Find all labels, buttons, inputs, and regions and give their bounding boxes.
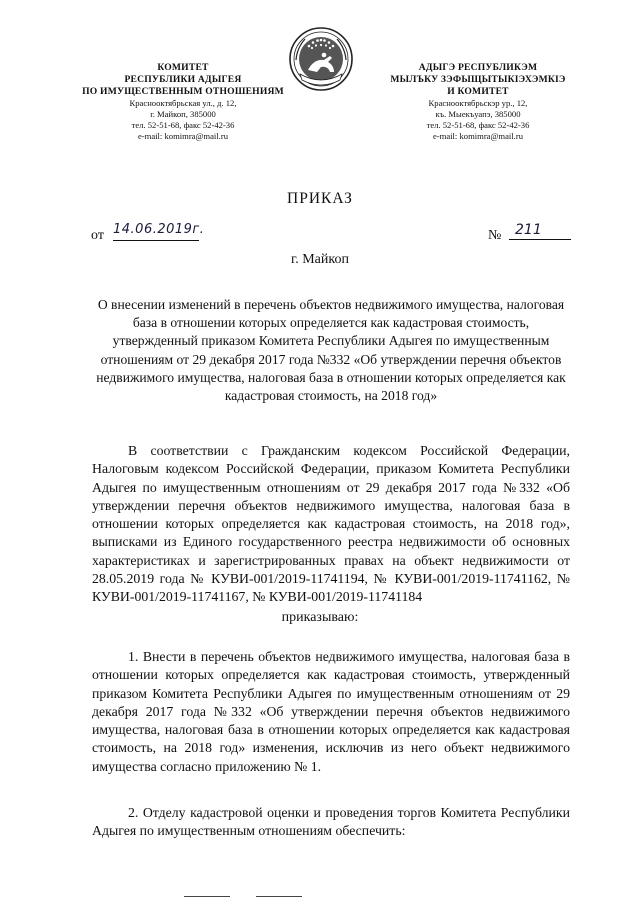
header-right: [373, 62, 583, 142]
org-name-line3: ПО ИМУЩЕСТВЕННЫМ ОТНОШЕНИЯМ: [82, 86, 284, 97]
org-email-adyghe: e-mail: komimra@mail.ru: [432, 131, 523, 141]
date-prefix: от: [91, 228, 104, 243]
republic-of-adygea-emblem-icon: [288, 26, 354, 92]
number-prefix: №: [488, 228, 502, 243]
org-phone-adyghe: тел. 52-51-68, факс 52-42-36: [426, 120, 530, 130]
city-line: г. Майкоп: [291, 252, 349, 267]
org-name-adyghe-line2: МЫЛЪКУ ЗЭФЫЩЫТЫКІЭХЭМКІЭ: [390, 74, 566, 85]
org-name-adyghe-line3: И КОМИТЕТ: [447, 86, 509, 97]
document-type-title: ПРИКАЗ: [287, 190, 353, 207]
org-email: e-mail: komimra@mail.ru: [137, 131, 228, 141]
order-item-1: 1. Внести в перечень объектов недвижимого имущества, налоговая база в отношении которых определяется как кадастровая стоимость, утвержденный приказом Комитета Республики Адыгея по имущественным отношениям от 29 декабря 2017 года №332 «Об утверждении перечня объектов недвижимого имущества, налоговая база в отношении которых определяется как кадастровая стоимость, на 2018 год» изменения, исключив из него объект недвижимого имущества согласно приложению № 1.: [92, 649, 570, 774]
org-address-line2: г. Майкоп, 385000: [150, 109, 216, 119]
org-address-adyghe-line1: Краснооктябрьскэр ур., 12,: [428, 98, 528, 108]
footer-rule-left: [184, 896, 230, 897]
header-left: [78, 62, 288, 142]
org-address-adyghe-line2: къ. Мыекъуапэ, 385000: [435, 109, 521, 119]
org-name-adyghe-line1: АДЫГЭ РЕСПУБЛИКЭМ: [418, 62, 538, 73]
org-name-line2: РЕСПУБЛИКИ АДЫГЕЯ: [124, 74, 242, 85]
order-word: приказываю:: [281, 610, 359, 625]
org-address-line1: Краснооктябрьская ул., д. 12,: [129, 98, 237, 108]
handwritten-date: 14.06.2019г.: [113, 222, 199, 241]
preamble-paragraph: В соответствии с Гражданским кодексом Российской Федерации, Налоговым кодексом Российской Федерации, приказом Комитета Республики Адыгея по имущественным отношениям от 29 декабря 2017 года №332 «Об утверждении перечня объектов недвижимого имущества, налоговая база в отношении которых определяется как кадастровая стоимость, на 2018 год», выписками из Единого государственного реестра недвижимости об основных характеристиках и зарегистрированных правах на объект недвижимости от 28.05.2019 года № КУВИ-001/2019-11741194, № КУВИ-001/2019-11741162, № КУВИ-001/2019-11741167, № КУВИ-001/2019-11741184: [92, 443, 570, 605]
handwritten-order-number: 211: [509, 222, 571, 240]
org-name-line1: КОМИТЕТ: [157, 62, 209, 73]
order-item-2: 2. Отделу кадастровой оценки и проведения торгов Комитета Республики Адыгея по имущественным отношениям обеспечить:: [92, 805, 570, 839]
footer-rule-right: [256, 896, 302, 897]
org-phone: тел. 52-51-68, факс 52-42-36: [131, 120, 235, 130]
order-subject: О внесении изменений в перечень объектов недвижимого имущества, налоговая база в отношении которых определяется как кадастровая стоимость, утвержденный приказом Комитета Республики Адыгея по имущественным отношениям от 29 декабря 2017 года №332 «Об утверждении перечня объектов недвижимого имущества, налоговая база в отношении которых определяется как кадастровая стоимость, на 2018 год»: [96, 297, 566, 404]
